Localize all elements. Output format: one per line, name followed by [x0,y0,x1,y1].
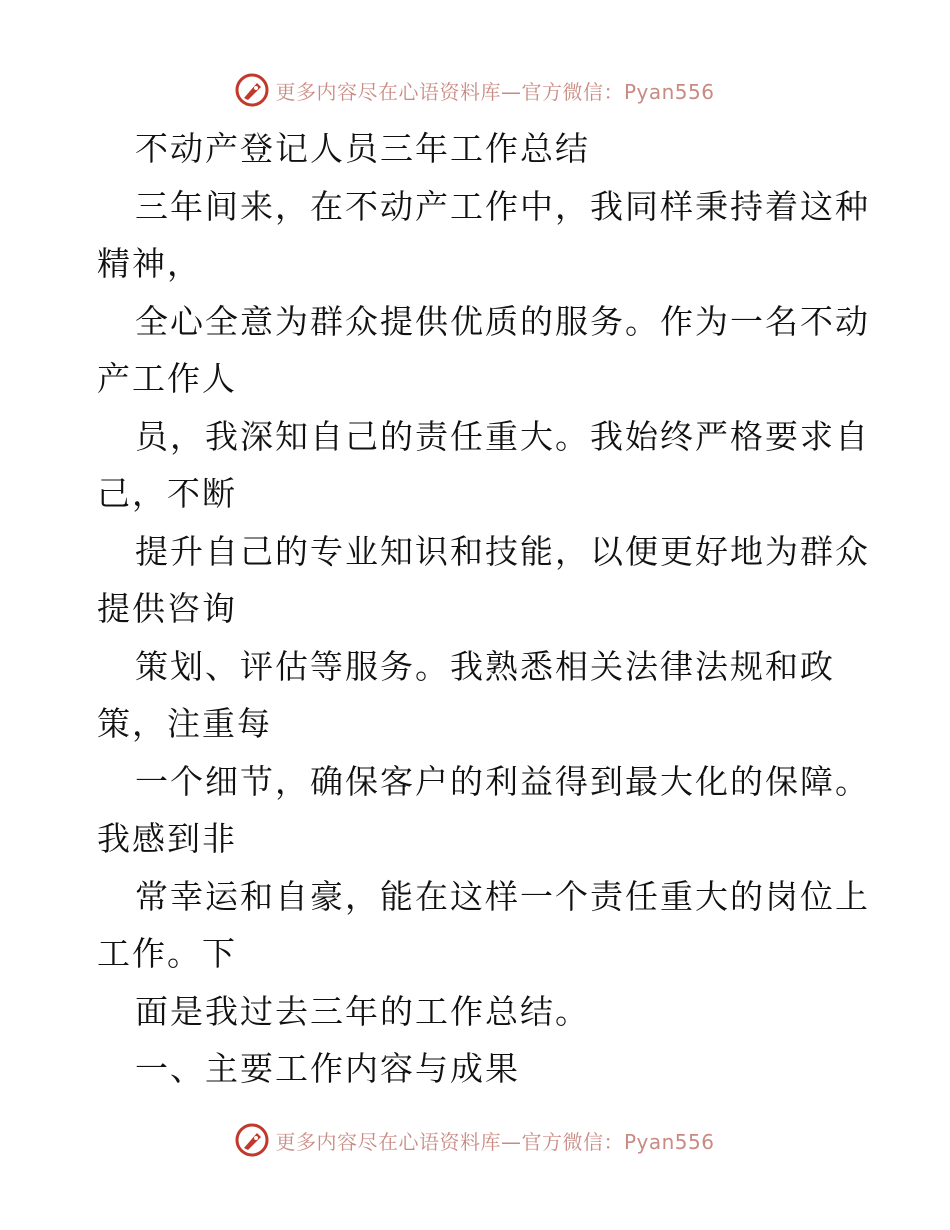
paragraph-line: 产工作人 [97,359,237,398]
paragraph-line: 一个细节，确保客户的利益得到最大化的保障。 [135,761,870,801]
section-heading: 一、主要工作内容与成果 [135,1049,520,1088]
pen-nib-logo-icon [235,1123,269,1157]
paragraph-line: 全心全意为群众提供优质的服务。作为一名不动 [135,301,870,341]
paragraph-line: 我感到非 [97,819,237,858]
pen-nib-logo-icon [235,73,269,107]
paragraph-line: 精神， [97,244,202,283]
watermark-text: 更多内容尽在心语资料库—官方微信：Pyan556 [275,79,715,104]
paragraph-line: 己，不断 [97,474,237,513]
watermark-text: 更多内容尽在心语资料库—官方微信：Pyan556 [275,1129,715,1154]
paragraph-line: 策划、评估等服务。我熟悉相关法律法规和政 [135,646,835,686]
paragraph-line: 策，注重每 [97,704,272,743]
paragraph-line: 三年间来，在不动产工作中，我同样秉持着这种 [135,186,870,226]
paragraph-line: 面是我过去三年的工作总结。 [135,991,590,1031]
footer-watermark [0,1120,950,1160]
paragraph-line: 员，我深知自己的责任重大。我始终严格要求自 [135,416,870,456]
header-watermark [0,70,950,110]
paragraph-line: 提升自己的专业知识和技能，以便更好地为群众 [135,531,870,571]
document-body [97,120,870,1098]
paragraph-line: 常幸运和自豪，能在这样一个责任重大的岗位上 [135,876,870,916]
paragraph-line: 工作。下 [97,934,237,973]
document-title: 不动产登记人员三年工作总结 [135,129,590,168]
paragraph-line: 提供咨询 [97,589,237,628]
